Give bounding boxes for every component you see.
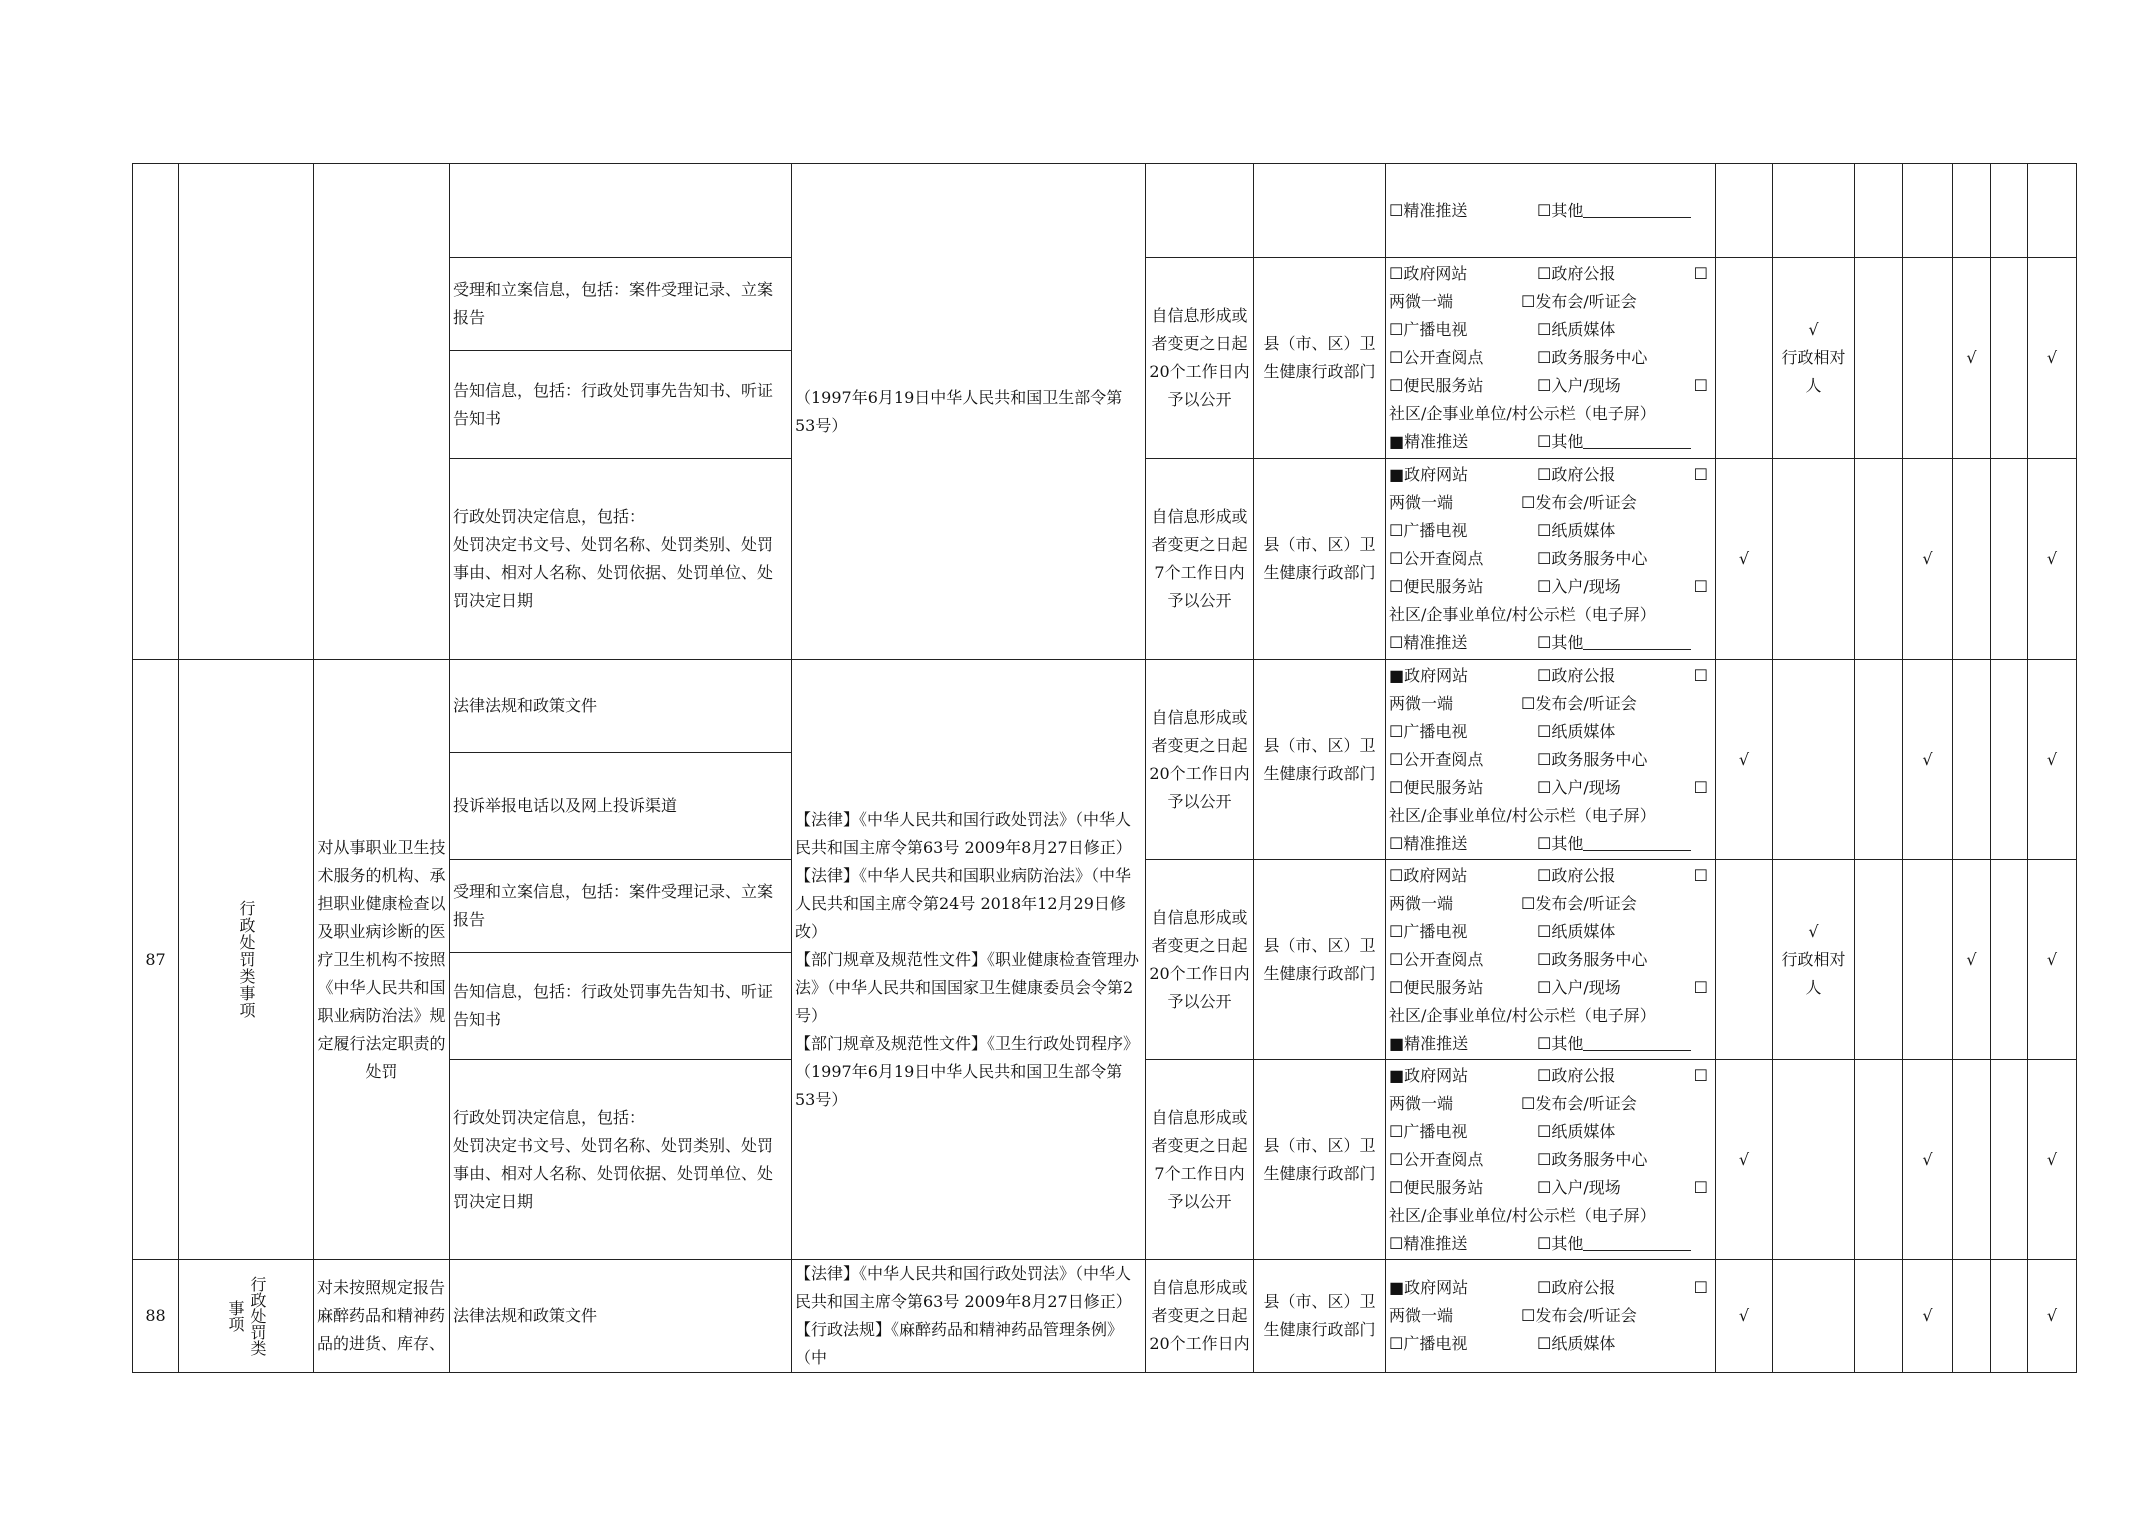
subject-cell: 县（市、区）卫生健康行政部门 (1254, 660, 1386, 860)
subject-cell: 县（市、区）卫生健康行政部门 (1254, 1260, 1386, 1373)
row-number: 87 (133, 660, 179, 1260)
category-cell: 行政处罚类事项 (179, 660, 314, 1260)
category-cell: 事项 行政处罚类 (179, 1260, 314, 1373)
channel-cell: ■政府网站 ☐政府公报 ☐ 两微一端 ☐发布会/听证会 ☐广播电视 ☐纸质媒体 ☐公开查阅点 ☐政务服务中心 ☐便民服务站 ☐入户/现场 ☐ 社区/企事业单位/村公示栏（电子屏） ☐精准推送 ☐其他 (1386, 1060, 1716, 1260)
basis-cell: （1997年6月19日中华人民共和国卫生部令第53号） (792, 164, 1146, 660)
channel-cell: ■政府网站 ☐政府公报 ☐ 两微一端 ☐发布会/听证会 ☐广播电视 ☐纸质媒体 ☐公开查阅点 ☐政务服务中心 ☐便民服务站 ☐入户/现场 ☐ 社区/企事业单位/村公示栏（电子屏） ☐精准推送 ☐其他 (1386, 459, 1716, 660)
content-cell: 行政处罚决定信息，包括： 处罚决定书文号、处罚名称、处罚类别、处罚事由、相对人名称、处罚依据、处罚单位、处罚决定日期 (450, 1060, 792, 1260)
channel-cell: ☐政府网站 ☐政府公报 ☐ 两微一端 ☐发布会/听证会 ☐广播电视 ☐纸质媒体 ☐公开查阅点 ☐政务服务中心 ☐便民服务站 ☐入户/现场 ☐ 社区/企事业单位/村公示栏（电子屏） ■精准推送 ☐其他 (1386, 860, 1716, 1060)
time-limit-cell: 自信息形成或者变更之日起20个工作日内予以公开 (1146, 258, 1254, 459)
channel-cell: ☐精准推送 ☐其他 (1386, 164, 1716, 258)
table-row: 行政处罚决定信息，包括： 处罚决定书文号、处罚名称、处罚类别、处罚事由、相对人名称、处罚依据、处罚单位、处罚决定日期 自信息形成或者变更之日起7个工作日内予以公开 县（市、区）卫生健康行政部门 ■政府网站 ☐政府公报 ☐ 两微一端 ☐发布会/听证会 ☐广播电视 ☐纸质媒体 ☐公开查阅点 ☐政务服务中心 ☐便民服务站 ☐入户/现场 ☐ 社区/企事业单位/村公示栏（电子屏） ☐精准推送 ☐其他 √ √ √ (133, 459, 2077, 660)
table-row (133, 164, 2077, 258)
item-name-cell: 对从事职业卫生技术服务的机构、承担职业健康检查以及职业病诊断的医疗卫生机构不按照《中华人民共和国职业病防治法》规定履行法定职责的处罚 (314, 660, 450, 1260)
content-cell: 投诉举报电话以及网上投诉渠道 (450, 753, 792, 860)
content-cell: 受理和立案信息，包括：案件受理记录、立案报告 (450, 258, 792, 351)
item-name-cell: 对未按照规定报告麻醉药品和精神药品的进货、库存、 (314, 1260, 450, 1373)
subject-cell: 县（市、区）卫生健康行政部门 (1254, 860, 1386, 1060)
basis-cell: 【法律】《中华人民共和国行政处罚法》（中华人民共和国主席令第63号 2009年8月27日修正） 【行政法规】《麻醉药品和精神药品管理条例》（中 (792, 1260, 1146, 1373)
basis-cell: 【法律】《中华人民共和国行政处罚法》（中华人民共和国主席令第63号 2009年8月27日修正） 【法律】《中华人民共和国职业病防治法》（中华人民共和国主席令第24号 2018年12月29日修改） 【部门规章及规范性文件】《职业健康检查管理办法》（中华人民共和国国家卫生健康委员会令第2号） 【部门规章及规范性文件】《卫生行政处罚程序》 （1997年6月19日中华人民共和国卫生部令第53号） (792, 660, 1146, 1260)
table-row: 87 行政处罚类事项 对从事职业卫生技术服务的机构、承担职业健康检查以及职业病诊断的医疗卫生机构不按照《中华人民共和国职业病防治法》规定履行法定职责的处罚 法律法规和政策文件 【法律】《中华人民共和国行政处罚法》（中华人民共和国主席令第63号 2009年8月27日修正） 【法律】《中华人民共和国职业病防治法》（中华人民共和国主席令第24号 2018年12月29日修改） 【部门规章及规范性文件】《职业健康检查管理办法》（中华人民共和国国家卫生健康委员会令第2号） 【部门规章及规范性文件】《卫生行政处罚程序》 （1997年6月19日中华人民共和国卫生部令第53号） 自信息形成或者变更之日起20个工作日内予以公开 县（市、区）卫生健康行政部门 ■政府网站 ☐政府公报 ☐ 两微一端 ☐发布会/听证会 ☐广播电视 ☐纸质媒体 ☐公开查阅点 ☐政务服务中心 ☐便民服务站 ☐入户/现场 ☐ 社区/企事业单位/村公示栏（电子屏） ☐精准推送 ☐其他 √ √ √ (133, 660, 2077, 753)
content-cell: 告知信息，包括：行政处罚事先告知书、听证告知书 (450, 351, 792, 459)
content-cell: 行政处罚决定信息，包括： 处罚决定书文号、处罚名称、处罚类别、处罚事由、相对人名称、处罚依据、处罚单位、处罚决定日期 (450, 459, 792, 660)
channel-cell: ■政府网站 ☐政府公报 ☐ 两微一端 ☐发布会/听证会 ☐广播电视 ☐纸质媒体 (1386, 1260, 1716, 1373)
subject-cell: 县（市、区）卫生健康行政部门 (1254, 459, 1386, 660)
subject-cell: 县（市、区）卫生健康行政部门 (1254, 1060, 1386, 1260)
table-row: 88 事项 行政处罚类 对未按照规定报告麻醉药品和精神药品的进货、库存、 法律法规和政策文件 【法律】《中华人民共和国行政处罚法》（中华人民共和国主席令第63号 2009年8月27日修正） 【行政法规】《麻醉药品和精神药品管理条例》（中 自信息形成或者变更之日起20个工作日内 县（市、区）卫生健康行政部门 ■政府网站 ☐政府公报 ☐ 两微一端 ☐发布会/听证会 ☐广播电视 ☐纸质媒体 √ √ √ (133, 1260, 2077, 1373)
time-limit-cell: 自信息形成或者变更之日起20个工作日内予以公开 (1146, 660, 1254, 860)
content-cell: 法律法规和政策文件 (450, 1260, 792, 1373)
time-limit-cell: 自信息形成或者变更之日起7个工作日内予以公开 (1146, 1060, 1254, 1260)
content-cell: 告知信息，包括：行政处罚事先告知书、听证告知书 (450, 953, 792, 1060)
subject-cell: 县（市、区）卫生健康行政部门 (1254, 258, 1386, 459)
table-row: 行政处罚决定信息，包括： 处罚决定书文号、处罚名称、处罚类别、处罚事由、相对人名称、处罚依据、处罚单位、处罚决定日期 自信息形成或者变更之日起7个工作日内予以公开 县（市、区）卫生健康行政部门 ■政府网站 ☐政府公报 ☐ 两微一端 ☐发布会/听证会 ☐广播电视 ☐纸质媒体 ☐公开查阅点 ☐政务服务中心 ☐便民服务站 ☐入户/现场 ☐ 社区/企事业单位/村公示栏（电子屏） ☐精准推送 ☐其他 √ √ √ (133, 1060, 2077, 1260)
specific-scope-cell: √ 行政相对人 (1773, 860, 1855, 1060)
time-limit-cell: 自信息形成或者变更之日起20个工作日内予以公开 (1146, 860, 1254, 1060)
row-number: 88 (133, 1260, 179, 1373)
disclosure-table (132, 163, 2077, 1373)
content-cell: 受理和立案信息，包括：案件受理记录、立案报告 (450, 860, 792, 953)
table-row: 受理和立案信息，包括：案件受理记录、立案报告 自信息形成或者变更之日起20个工作日内予以公开 县（市、区）卫生健康行政部门 ☐政府网站 ☐政府公报 ☐ 两微一端 ☐发布会/听证会 ☐广播电视 ☐纸质媒体 ☐公开查阅点 ☐政务服务中心 ☐便民服务站 ☐入户/现场 ☐ 社区/企事业单位/村公示栏（电子屏） ■精准推送 ☐其他 √ 行政相对人 √ √ (133, 258, 2077, 351)
table-row: 受理和立案信息，包括：案件受理记录、立案报告 自信息形成或者变更之日起20个工作日内予以公开 县（市、区）卫生健康行政部门 ☐政府网站 ☐政府公报 ☐ 两微一端 ☐发布会/听证会 ☐广播电视 ☐纸质媒体 ☐公开查阅点 ☐政务服务中心 ☐便民服务站 ☐入户/现场 ☐ 社区/企事业单位/村公示栏（电子屏） ■精准推送 ☐其他 √ 行政相对人 √ √ (133, 860, 2077, 953)
time-limit-cell: 自信息形成或者变更之日起7个工作日内予以公开 (1146, 459, 1254, 660)
channel-cell: ■政府网站 ☐政府公报 ☐ 两微一端 ☐发布会/听证会 ☐广播电视 ☐纸质媒体 ☐公开查阅点 ☐政务服务中心 ☐便民服务站 ☐入户/现场 ☐ 社区/企事业单位/村公示栏（电子屏） ☐精准推送 ☐其他 (1386, 660, 1716, 860)
specific-scope-cell: √ 行政相对人 (1773, 258, 1855, 459)
time-limit-cell: 自信息形成或者变更之日起20个工作日内 (1146, 1260, 1254, 1373)
content-cell: 法律法规和政策文件 (450, 660, 792, 753)
channel-cell: ☐政府网站 ☐政府公报 ☐ 两微一端 ☐发布会/听证会 ☐广播电视 ☐纸质媒体 ☐公开查阅点 ☐政务服务中心 ☐便民服务站 ☐入户/现场 ☐ 社区/企事业单位/村公示栏（电子屏） ■精准推送 ☐其他 (1386, 258, 1716, 459)
